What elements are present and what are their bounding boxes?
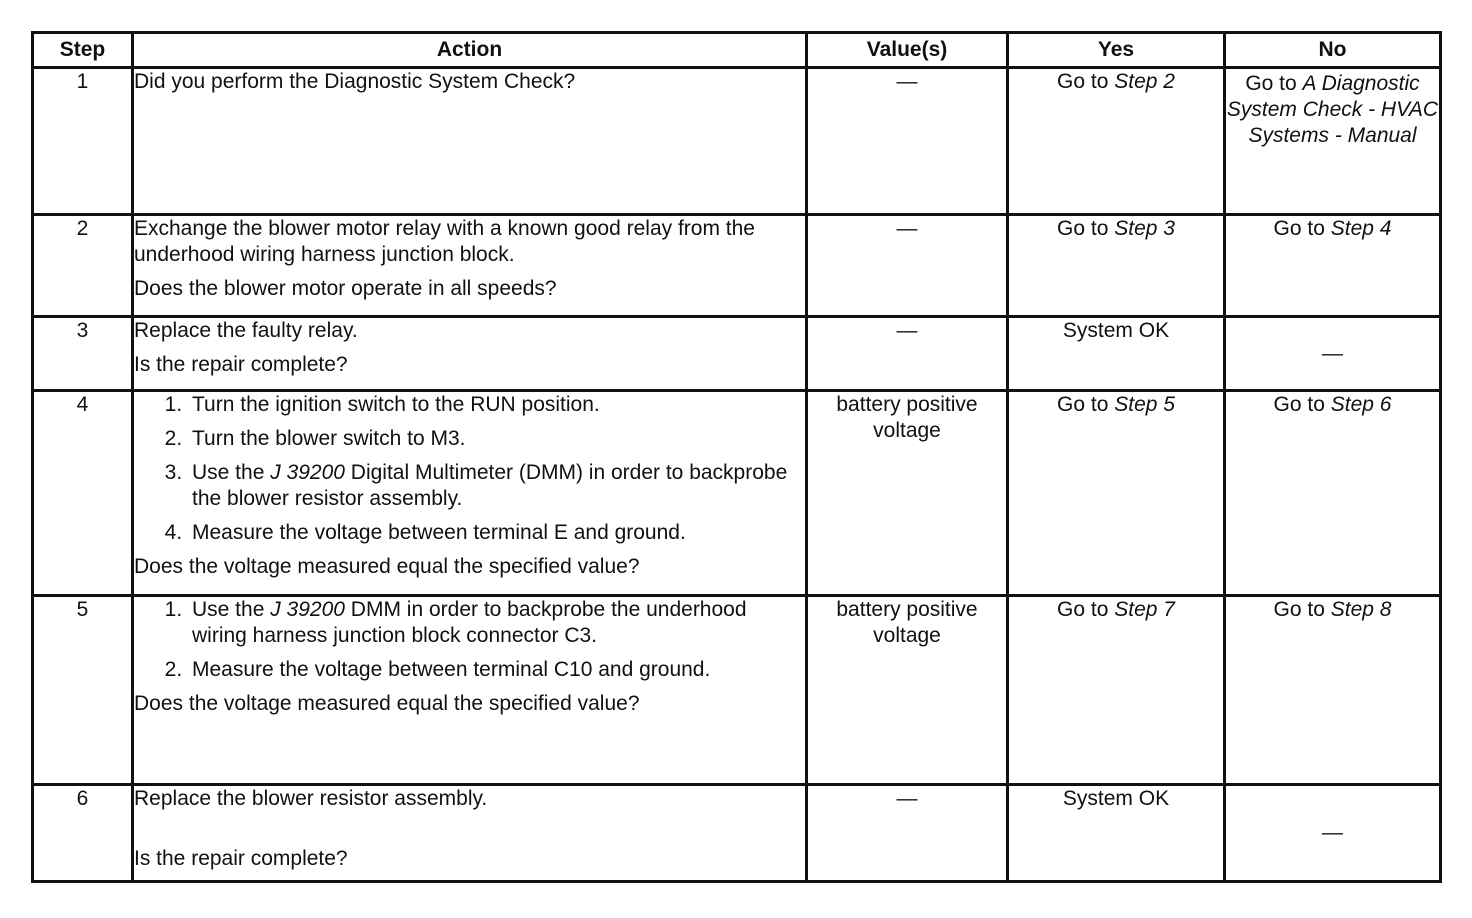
header-no: No (1225, 33, 1441, 68)
step-number: 2 (33, 215, 133, 317)
value-cell (807, 391, 1008, 596)
no-goto-label: Go to (1273, 598, 1325, 621)
action-cell (133, 317, 807, 391)
value-dash: — (896, 319, 918, 342)
action-question: Does the blower motor operate in all speeds? (134, 277, 557, 300)
item-text-pre: Use the (192, 461, 265, 484)
action-cell (133, 785, 807, 882)
no-cell (1225, 317, 1441, 391)
yes-result: System OK (1062, 787, 1170, 810)
item-text-pre: Use the (192, 598, 265, 621)
action-text: Replace the blower resistor assembly. (134, 787, 488, 810)
list-item: 1. Turn the ignition switch to the RUN position. (188, 392, 805, 418)
table-row-step-2 (33, 215, 1441, 317)
value-cell (807, 215, 1008, 317)
action-question: Does the voltage measured equal the specified value? (134, 692, 640, 715)
table-row-step-5 (33, 596, 1441, 785)
yes-target-link[interactable]: Step 7 (1114, 598, 1175, 621)
action-steps-list (134, 597, 805, 683)
action-cell (133, 68, 807, 215)
yes-cell (1008, 785, 1225, 882)
no-dash: — (1322, 341, 1343, 365)
table-row-step-1 (33, 68, 1441, 215)
action-question: Does the voltage measured equal the specified value? (134, 555, 640, 578)
value-text: battery positive voltage (836, 393, 978, 442)
action-text: Replace the faulty relay. (134, 319, 358, 342)
no-target-link[interactable]: Step 4 (1330, 217, 1392, 240)
action-cell (133, 215, 807, 317)
action-question: Is the repair complete? (134, 847, 348, 870)
table-row-step-4 (33, 391, 1441, 596)
value-dash: — (896, 217, 918, 240)
no-cell (1225, 785, 1441, 882)
no-target-link[interactable]: Step 6 (1330, 393, 1392, 416)
no-goto-label: Go to (1273, 393, 1325, 416)
no-goto-label: Go to (1245, 72, 1297, 95)
list-item: 2. Measure the voltage between terminal C10 and ground. (188, 657, 805, 683)
value-cell (807, 596, 1008, 785)
value-dash: — (896, 70, 918, 93)
header-values: Value(s) (807, 33, 1008, 68)
no-dash: — (1322, 821, 1343, 844)
list-item (188, 597, 805, 649)
yes-goto-label: Go to (1057, 70, 1109, 93)
value-text: battery positive voltage (836, 598, 978, 647)
list-item: 4. Measure the voltage between terminal E and ground. (188, 520, 805, 546)
yes-target-link[interactable]: Step 2 (1114, 70, 1175, 93)
table-row-step-6 (33, 785, 1441, 882)
item-text-post: Digital Multimeter (DMM) in order to backprobe the blower resistor assembly. (192, 461, 788, 510)
yes-goto-label: Go to (1057, 393, 1109, 416)
step-number: 6 (33, 785, 133, 882)
action-cell (133, 596, 807, 785)
yes-cell (1008, 68, 1225, 215)
action-steps-list (134, 392, 805, 546)
header-row (33, 33, 1441, 68)
table-row-step-3 (33, 317, 1441, 391)
action-cell (133, 391, 807, 596)
yes-cell (1008, 391, 1225, 596)
tool-name: J 39200 (270, 598, 345, 621)
value-cell (807, 68, 1008, 215)
header-yes: Yes (1008, 33, 1225, 68)
no-target-link[interactable]: Step 8 (1330, 598, 1392, 621)
step-number: 3 (33, 317, 133, 391)
yes-cell (1008, 596, 1225, 785)
yes-cell (1008, 317, 1225, 391)
no-cell (1225, 391, 1441, 596)
yes-target-link[interactable]: Step 5 (1114, 393, 1175, 416)
value-cell (807, 785, 1008, 882)
no-target-link[interactable]: A Diagnostic System Check - HVAC Systems - Manual (1226, 72, 1439, 147)
step-number: 4 (33, 391, 133, 596)
no-goto-label: Go to (1273, 217, 1325, 240)
value-cell (807, 317, 1008, 391)
step-number: 5 (33, 596, 133, 785)
action-text: Did you perform the Diagnostic System Check? (134, 70, 576, 93)
list-item (188, 460, 805, 512)
diagnostic-table (31, 31, 1442, 883)
action-text: Exchange the blower motor relay with a known good relay from the underhood wiring harness junction block. (134, 217, 755, 266)
action-question: Is the repair complete? (134, 353, 348, 376)
item-text-post: DMM in order to backprobe the underhood wiring harness junction block connector C3. (192, 598, 747, 647)
no-cell (1225, 68, 1441, 215)
list-item: 2. Turn the blower switch to M3. (188, 426, 805, 452)
yes-cell (1008, 215, 1225, 317)
yes-goto-label: Go to (1057, 598, 1109, 621)
header-action: Action (133, 33, 807, 68)
step-number: 1 (33, 68, 133, 215)
header-step: Step (33, 33, 133, 68)
value-dash: — (896, 787, 918, 810)
tool-name: J 39200 (270, 461, 345, 484)
no-cell (1225, 596, 1441, 785)
yes-goto-label: Go to (1057, 217, 1109, 240)
yes-result: System OK (1062, 319, 1170, 342)
yes-target-link[interactable]: Step 3 (1114, 217, 1175, 240)
no-cell (1225, 215, 1441, 317)
